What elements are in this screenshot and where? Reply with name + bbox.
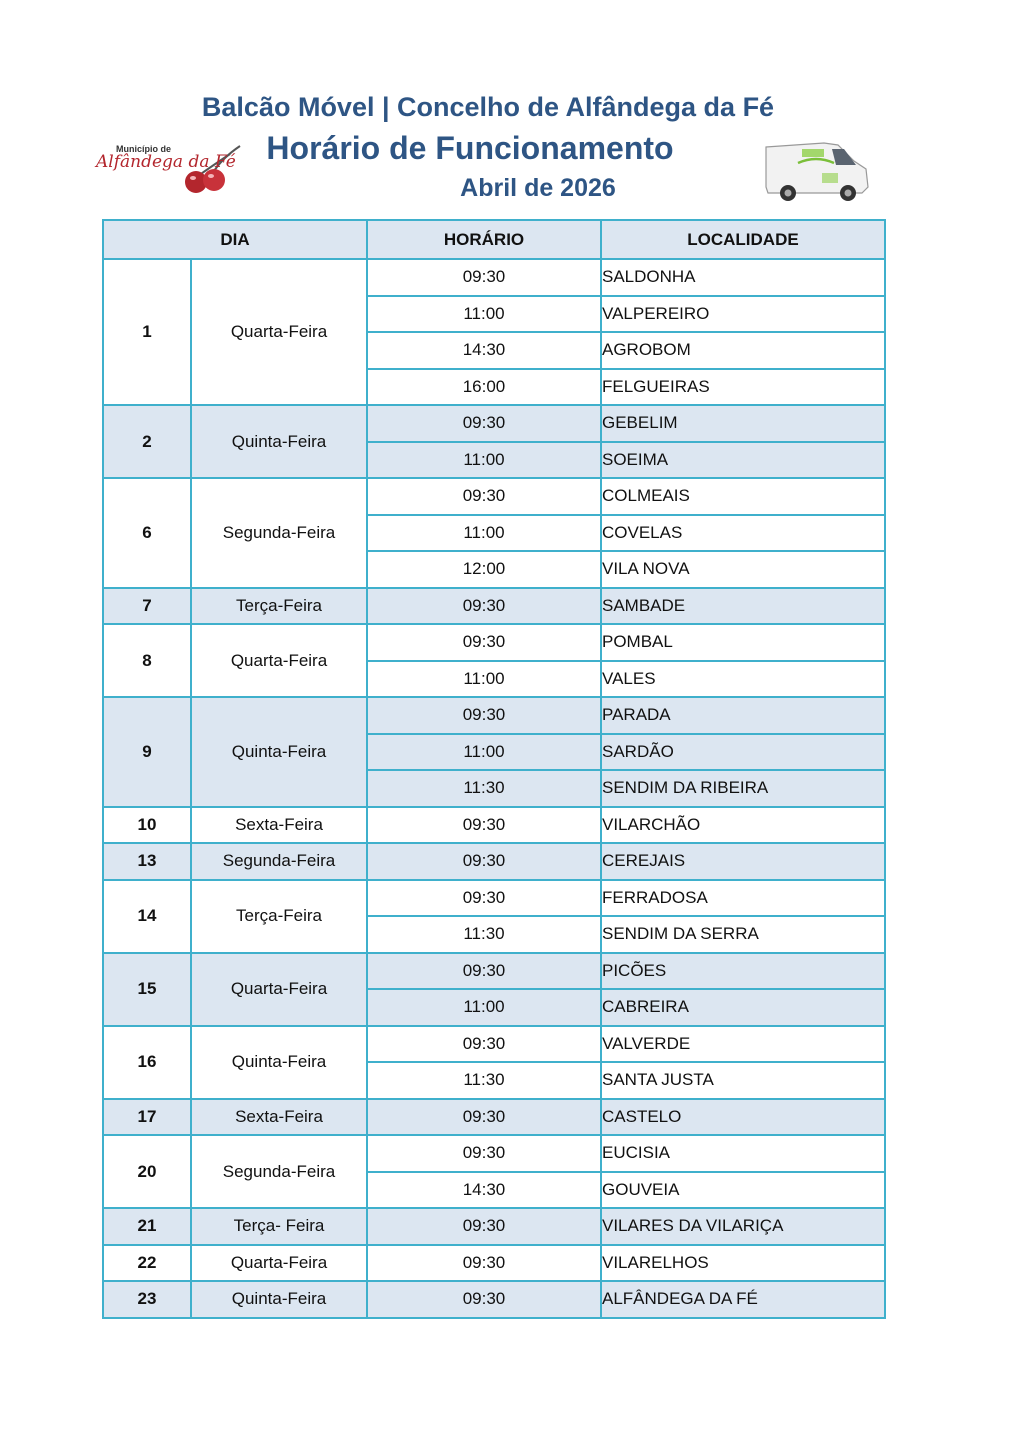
time-cell: 16:00 — [367, 369, 601, 406]
table-row — [103, 1245, 885, 1282]
weekday: Quinta-Feira — [191, 1026, 367, 1099]
time-cell: 11:00 — [367, 296, 601, 333]
locality-cell: GOUVEIA — [601, 1172, 885, 1209]
day-number: 6 — [103, 478, 191, 588]
day-number: 23 — [103, 1281, 191, 1318]
locality-cell: VILARELHOS — [601, 1245, 885, 1282]
locality-cell: SENDIM DA RIBEIRA — [601, 770, 885, 807]
municipality-logo — [94, 140, 244, 196]
locality-cell: PARADA — [601, 697, 885, 734]
time-cell: 09:30 — [367, 880, 601, 917]
weekday: Sexta-Feira — [191, 807, 367, 844]
table-row — [103, 1208, 885, 1245]
locality-cell: VILARCHÃO — [601, 807, 885, 844]
day-number: 14 — [103, 880, 191, 953]
weekday: Quinta-Feira — [191, 1281, 367, 1318]
time-cell: 09:30 — [367, 405, 601, 442]
logo-name: Alfândega da Fé — [96, 152, 236, 172]
time-cell: 12:00 — [367, 551, 601, 588]
day-number: 10 — [103, 807, 191, 844]
day-number: 9 — [103, 697, 191, 807]
weekday: Sexta-Feira — [191, 1099, 367, 1136]
header-title: Balcão Móvel | Concelho de Alfândega da Fé — [201, 92, 775, 122]
table-row — [103, 1026, 885, 1063]
weekday: Terça-Feira — [191, 588, 367, 625]
day-number: 20 — [103, 1135, 191, 1208]
table-row — [103, 588, 885, 625]
time-cell: 11:00 — [367, 515, 601, 552]
locality-cell: FERRADOSA — [601, 880, 885, 917]
time-cell: 09:30 — [367, 1135, 601, 1172]
weekday: Quarta-Feira — [191, 624, 367, 697]
table-row — [103, 697, 885, 734]
table-row — [103, 953, 885, 990]
locality-cell: POMBAL — [601, 624, 885, 661]
weekday: Quarta-Feira — [191, 953, 367, 1026]
time-cell: 11:30 — [367, 916, 601, 953]
weekday: Segunda-Feira — [191, 478, 367, 588]
time-cell: 09:30 — [367, 1026, 601, 1063]
locality-cell: ALFÂNDEGA DA FÉ — [601, 1281, 885, 1318]
locality-cell: CABREIRA — [601, 989, 885, 1026]
time-cell: 11:00 — [367, 442, 601, 479]
weekday: Segunda-Feira — [191, 843, 367, 880]
weekday: Segunda-Feira — [191, 1135, 367, 1208]
day-number: 13 — [103, 843, 191, 880]
day-number: 1 — [103, 259, 191, 405]
locality-cell: SENDIM DA SERRA — [601, 916, 885, 953]
time-cell: 11:00 — [367, 734, 601, 771]
table-row — [103, 1281, 885, 1318]
day-number: 2 — [103, 405, 191, 478]
day-number: 17 — [103, 1099, 191, 1136]
locality-cell: GEBELIM — [601, 405, 885, 442]
weekday: Terça- Feira — [191, 1208, 367, 1245]
time-cell: 09:30 — [367, 807, 601, 844]
table-row — [103, 807, 885, 844]
locality-cell: CASTELO — [601, 1099, 885, 1136]
time-cell: 09:30 — [367, 624, 601, 661]
table-row — [103, 880, 885, 917]
day-number: 8 — [103, 624, 191, 697]
header-subtitle: Horário de Funcionamento — [266, 130, 674, 166]
locality-cell: SARDÃO — [601, 734, 885, 771]
time-cell: 09:30 — [367, 259, 601, 296]
header-horario: HORÁRIO — [367, 220, 601, 259]
day-number: 21 — [103, 1208, 191, 1245]
schedule-table — [102, 219, 886, 1319]
locality-cell: FELGUEIRAS — [601, 369, 885, 406]
table-row — [103, 1135, 885, 1172]
locality-cell: COLMEAIS — [601, 478, 885, 515]
time-cell: 11:00 — [367, 661, 601, 698]
header-localidade: LOCALIDADE — [601, 220, 885, 259]
weekday: Quarta-Feira — [191, 1245, 367, 1282]
time-cell: 14:30 — [367, 332, 601, 369]
table-row — [103, 478, 885, 515]
mobile-service-van-icon — [762, 133, 870, 205]
time-cell: 09:30 — [367, 697, 601, 734]
time-cell: 09:30 — [367, 478, 601, 515]
locality-cell: SALDONHA — [601, 259, 885, 296]
locality-cell: CEREJAIS — [601, 843, 885, 880]
locality-cell: EUCISIA — [601, 1135, 885, 1172]
header-dia: DIA — [103, 220, 367, 259]
weekday: Quinta-Feira — [191, 405, 367, 478]
locality-cell: VALES — [601, 661, 885, 698]
time-cell: 09:30 — [367, 953, 601, 990]
locality-cell: SAMBADE — [601, 588, 885, 625]
table-row — [103, 843, 885, 880]
time-cell: 09:30 — [367, 588, 601, 625]
van-image — [762, 133, 870, 205]
day-number: 15 — [103, 953, 191, 1026]
locality-cell: VILARES DA VILARIÇA — [601, 1208, 885, 1245]
locality-cell: SANTA JUSTA — [601, 1062, 885, 1099]
table-row — [103, 405, 885, 442]
locality-cell: VALVERDE — [601, 1026, 885, 1063]
time-cell: 11:30 — [367, 770, 601, 807]
locality-cell: COVELAS — [601, 515, 885, 552]
header-month: Abril de 2026 — [460, 174, 616, 202]
day-number: 22 — [103, 1245, 191, 1282]
locality-cell: PICÕES — [601, 953, 885, 990]
time-cell: 09:30 — [367, 1099, 601, 1136]
day-number: 16 — [103, 1026, 191, 1099]
logo-caption: Município de — [116, 144, 171, 154]
time-cell: 09:30 — [367, 843, 601, 880]
document-header — [0, 0, 1024, 215]
time-cell: 09:30 — [367, 1281, 601, 1318]
time-cell: 09:30 — [367, 1245, 601, 1282]
table-row — [103, 259, 885, 296]
locality-cell: SOEIMA — [601, 442, 885, 479]
table-row — [103, 624, 885, 661]
weekday: Terça-Feira — [191, 880, 367, 953]
locality-cell: AGROBOM — [601, 332, 885, 369]
time-cell: 11:00 — [367, 989, 601, 1026]
time-cell: 09:30 — [367, 1208, 601, 1245]
locality-cell: VALPEREIRO — [601, 296, 885, 333]
locality-cell: VILA NOVA — [601, 551, 885, 588]
weekday: Quarta-Feira — [191, 259, 367, 405]
time-cell: 14:30 — [367, 1172, 601, 1209]
table-header-row — [103, 220, 885, 259]
day-number: 7 — [103, 588, 191, 625]
table-row — [103, 1099, 885, 1136]
weekday: Quinta-Feira — [191, 697, 367, 807]
time-cell: 11:30 — [367, 1062, 601, 1099]
